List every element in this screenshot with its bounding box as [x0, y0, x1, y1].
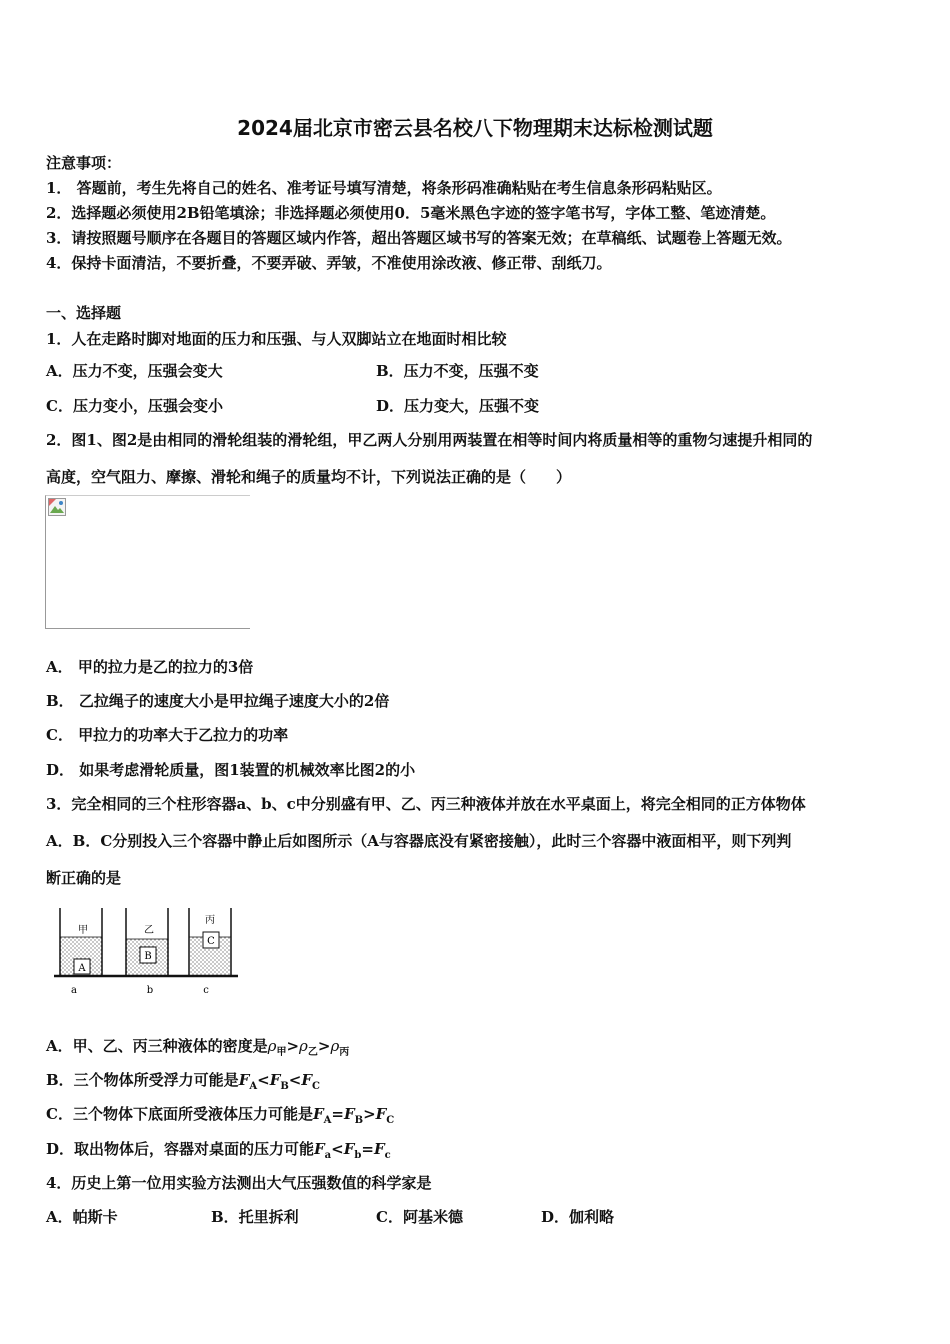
- question-3-stem-cont: A．B．C分别投入三个容器中静止后如图所示（A与容器底没有紧密接触），此时三个容器中液面相平，则下列判: [46, 832, 792, 850]
- notice-heading: 注意事项：: [46, 154, 122, 172]
- containers-figure: [52, 905, 242, 1000]
- q3-option-d: D．取出物体后，容器对桌面的压力可能$F_a<F_b=F_c$: [46, 1140, 391, 1161]
- question-3-stem: 3．完全相同的三个柱形容器a、b、c中分别盛有甲、乙、丙三种液体并放在水平桌面上，将完全相同的正方体物体: [46, 795, 806, 813]
- liquid-label-yi: 乙: [144, 925, 154, 936]
- pulley-figure-placeholder: [45, 495, 250, 629]
- q1-option-a: A．压力不变，压强会变大: [46, 362, 223, 380]
- question-2-stem-cont: 高度，空气阻力、摩擦、滑轮和绳子的质量均不计，下列说法正确的是（ ）: [46, 468, 572, 486]
- liquid-label-jia: 甲: [78, 925, 88, 936]
- q1-option-c: C．压力变小，压强会变小: [46, 397, 223, 415]
- container-label-c: c: [203, 985, 209, 996]
- q2-option-b: B． 乙拉绳子的速度大小是甲拉绳子速度大小的2倍: [46, 692, 390, 710]
- q1-option-d: D．压力变大，压强不变: [376, 397, 540, 415]
- q2-option-d: D． 如果考虑滑轮质量，图1装置的机械效率比图2的小: [46, 761, 416, 779]
- q2-option-a: A． 甲的拉力是乙的拉力的3倍: [46, 658, 254, 676]
- q4-option-b: B．托里拆利: [211, 1208, 299, 1226]
- q1-option-b: B．压力不变，压强不变: [376, 362, 539, 380]
- page-title: 2024届北京市密云县名校八下物理期末达标检测试题: [237, 116, 713, 140]
- q4-option-c: C．阿基米德: [376, 1208, 463, 1226]
- broken-image-icon: [48, 498, 66, 516]
- liquid-label-bing: 丙: [205, 915, 215, 926]
- question-3-stem-cont2: 断正确的是: [46, 869, 122, 887]
- q2-option-c: C． 甲拉力的功率大于乙拉力的功率: [46, 726, 289, 744]
- q4-option-a: A．帕斯卡: [46, 1208, 118, 1226]
- container-label-a: a: [71, 985, 77, 996]
- q3-option-b: B．三个物体所受浮力可能是$F_A<F_B<F_C$: [46, 1071, 320, 1092]
- block-a-label: A: [78, 963, 86, 974]
- q4-option-d: D．伽利略: [541, 1208, 615, 1226]
- notice-item: 4．保持卡面清洁，不要折叠，不要弄破、弄皱，不准使用涂改液、修正带、刮纸刀。: [46, 254, 612, 272]
- notice-item: 2．选择题必须使用2B铅笔填涂；非选择题必须使用0．5毫米黑色字迹的签字笔书写，字体工整、笔迹清楚。: [46, 204, 776, 222]
- q3-option-a: A．甲、乙、丙三种液体的密度是$\rho_甲>\rho_乙>\rho_丙$: [46, 1037, 350, 1058]
- question-4-stem: 4．历史上第一位用实验方法测出大气压强数值的科学家是: [46, 1174, 432, 1192]
- block-c-label: C: [207, 936, 215, 947]
- notice-item: 3．请按照题号顺序在各题目的答题区域内作答，超出答题区域书写的答案无效；在草稿纸、试题卷上答题无效。: [46, 229, 792, 247]
- question-2-stem: 2．图1、图2是由相同的滑轮组装的滑轮组，甲乙两人分别用两装置在相等时间内将质量相等的重物匀速提升相同的: [46, 431, 813, 449]
- container-label-b: b: [146, 985, 154, 996]
- q3-option-c: C．三个物体下底面所受液体压力可能是$F_A=F_B>F_C$: [46, 1105, 395, 1126]
- section-heading: 一、选择题: [46, 304, 122, 322]
- notice-item: 1． 答题前，考生先将自己的姓名、准考证号填写清楚，将条形码准确粘贴在考生信息条形码粘贴区。: [46, 179, 722, 197]
- block-b-label: B: [144, 951, 152, 962]
- question-1-stem: 1．人在走路时脚对地面的压力和压强、与人双脚站立在地面时相比较: [46, 330, 507, 348]
